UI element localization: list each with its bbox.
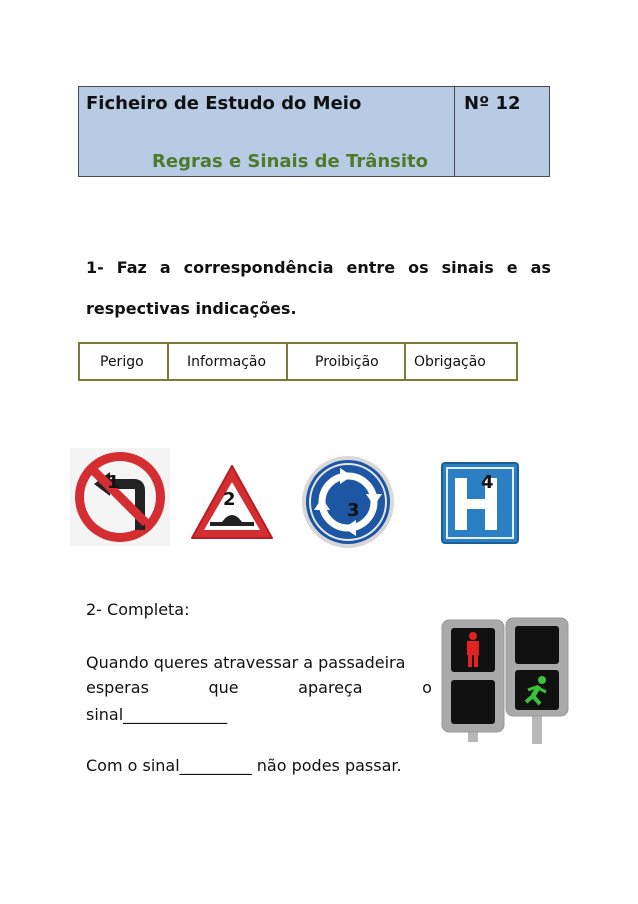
pedestrian-traffic-lights-icon	[440, 616, 570, 744]
q1-word: 1-	[86, 258, 104, 277]
sign-number: 1	[107, 472, 120, 493]
q1-word: as	[530, 258, 551, 277]
q2-word: o	[422, 678, 432, 697]
no-left-turn-sign-icon	[70, 448, 170, 546]
q1-word: a	[159, 258, 171, 277]
sign-number: 2	[223, 489, 236, 510]
sign-number: 3	[347, 500, 360, 521]
category-cell: Informação	[167, 344, 286, 379]
question2-line: Quando queres atravessar a passadeira	[86, 653, 406, 672]
q2-word: esperas	[86, 678, 149, 697]
page-title: Ficheiro de Estudo do Meio	[86, 93, 362, 114]
question2-line: Com o sinal_________ não podes passar.	[86, 756, 402, 775]
category-cell: Proibição	[286, 344, 404, 379]
q2-word: que	[208, 678, 239, 697]
q1-word: e	[506, 258, 518, 277]
question1-line2: respectivas indicações.	[86, 299, 297, 318]
category-cell: Obrigação	[404, 344, 516, 379]
question1-line1	[86, 258, 551, 277]
categories-table	[78, 342, 518, 381]
sign-number: 4	[481, 472, 494, 493]
hospital-sign-icon	[441, 462, 519, 544]
q1-word: Faz	[116, 258, 147, 277]
q2-word: apareça	[298, 678, 363, 697]
category-cell: Perigo	[100, 353, 144, 370]
q1-word: sinais	[441, 258, 494, 277]
q1-word: entre	[346, 258, 396, 277]
q1-word: correspondência	[183, 258, 334, 277]
question2-title: 2- Completa:	[86, 600, 190, 619]
question2-line: sinal_____________	[86, 705, 228, 724]
question2-line	[86, 678, 432, 697]
sheet-number: Nº 12	[464, 93, 521, 114]
page-subtitle: Regras e Sinais de Trânsito	[152, 151, 429, 172]
q1-word: os	[408, 258, 429, 277]
header-divider	[454, 87, 455, 176]
